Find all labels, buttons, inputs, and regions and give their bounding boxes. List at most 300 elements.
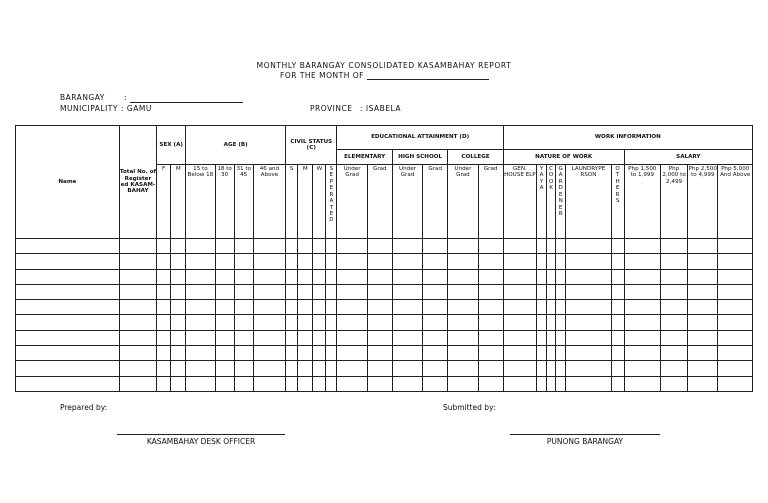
- table-cell[interactable]: [392, 300, 422, 315]
- table-cell[interactable]: [611, 284, 624, 299]
- table-cell[interactable]: [298, 330, 313, 345]
- table-cell[interactable]: [392, 361, 422, 376]
- table-cell[interactable]: [253, 239, 285, 254]
- work-laundry: [566, 165, 611, 239]
- table-cell[interactable]: [157, 269, 171, 284]
- table-cell[interactable]: [423, 284, 448, 299]
- table-cell[interactable]: [448, 361, 478, 376]
- table-cell[interactable]: [688, 239, 718, 254]
- table-cell[interactable]: [171, 284, 186, 299]
- table-cell[interactable]: [718, 284, 753, 299]
- table-cell[interactable]: [660, 361, 687, 376]
- table-cell[interactable]: [16, 376, 120, 391]
- table-cell[interactable]: [119, 361, 156, 376]
- table-cell[interactable]: [718, 376, 753, 391]
- table-cell[interactable]: [157, 346, 171, 361]
- table-cell[interactable]: [718, 361, 753, 376]
- table-cell[interactable]: [253, 300, 285, 315]
- table-cell[interactable]: [566, 239, 611, 254]
- table-cell[interactable]: [171, 361, 186, 376]
- table-cell[interactable]: [215, 254, 234, 269]
- table-cell[interactable]: [660, 315, 687, 330]
- col-high-school: HIGH SCHOOL: [392, 150, 447, 165]
- table-cell[interactable]: [503, 254, 536, 269]
- table-cell[interactable]: [171, 315, 186, 330]
- table-cell[interactable]: [157, 330, 171, 345]
- table-cell[interactable]: [566, 284, 611, 299]
- table-cell[interactable]: [119, 269, 156, 284]
- table-cell[interactable]: [313, 284, 326, 299]
- table-cell[interactable]: [326, 269, 337, 284]
- table-cell[interactable]: [16, 284, 120, 299]
- table-cell[interactable]: [392, 346, 422, 361]
- table-cell[interactable]: [503, 284, 536, 299]
- table-cell[interactable]: [186, 346, 215, 361]
- table-cell[interactable]: [186, 284, 215, 299]
- table-cell[interactable]: [660, 300, 687, 315]
- table-cell[interactable]: [215, 284, 234, 299]
- table-cell[interactable]: [16, 254, 120, 269]
- table-cell[interactable]: [688, 254, 718, 269]
- table-cell[interactable]: [611, 376, 624, 391]
- table-cell[interactable]: [611, 239, 624, 254]
- table-cell[interactable]: [547, 254, 556, 269]
- table-cell[interactable]: [367, 254, 392, 269]
- table-cell[interactable]: [624, 346, 660, 361]
- table-cell[interactable]: [392, 269, 422, 284]
- table-cell[interactable]: [119, 330, 156, 345]
- table-cell[interactable]: [556, 346, 566, 361]
- table-cell[interactable]: [503, 315, 536, 330]
- table-cell[interactable]: [313, 315, 326, 330]
- table-cell[interactable]: [478, 330, 503, 345]
- table-cell[interactable]: [448, 376, 478, 391]
- table-cell[interactable]: [326, 346, 337, 361]
- table-cell[interactable]: [556, 315, 566, 330]
- table-cell[interactable]: [660, 376, 687, 391]
- table-cell[interactable]: [448, 269, 478, 284]
- table-cell[interactable]: [478, 300, 503, 315]
- table-cell[interactable]: [298, 254, 313, 269]
- table-cell[interactable]: [286, 269, 298, 284]
- table-cell[interactable]: [234, 239, 253, 254]
- table-cell[interactable]: [688, 269, 718, 284]
- table-cell[interactable]: [253, 315, 285, 330]
- salary-5000: Php 5,000 And Above: [718, 165, 753, 239]
- table-cell[interactable]: [718, 300, 753, 315]
- table-cell[interactable]: [611, 254, 624, 269]
- table-cell[interactable]: [660, 239, 687, 254]
- barangay-field[interactable]: [130, 93, 243, 103]
- table-cell[interactable]: [119, 254, 156, 269]
- table-cell[interactable]: [253, 284, 285, 299]
- table-cell[interactable]: [313, 239, 326, 254]
- table-cell[interactable]: [537, 254, 547, 269]
- table-cell[interactable]: [215, 315, 234, 330]
- table-cell[interactable]: [718, 330, 753, 345]
- table-cell[interactable]: [556, 330, 566, 345]
- salary-2500: Php 2,500 to 4,999: [688, 165, 718, 239]
- table-cell[interactable]: [186, 376, 215, 391]
- col-college: COLLEGE: [448, 150, 503, 165]
- table-cell[interactable]: [478, 376, 503, 391]
- table-cell[interactable]: [171, 376, 186, 391]
- table-cell[interactable]: [537, 330, 547, 345]
- table-cell[interactable]: [186, 300, 215, 315]
- table-cell[interactable]: [253, 330, 285, 345]
- table-cell[interactable]: [313, 330, 326, 345]
- table-cell[interactable]: [448, 284, 478, 299]
- table-cell[interactable]: [448, 300, 478, 315]
- table-cell[interactable]: [537, 376, 547, 391]
- table-cell[interactable]: [547, 315, 556, 330]
- table-cell[interactable]: [326, 254, 337, 269]
- table-cell[interactable]: [611, 300, 624, 315]
- table-cell[interactable]: [547, 330, 556, 345]
- table-cell[interactable]: [298, 269, 313, 284]
- table-cell[interactable]: [16, 346, 120, 361]
- table-cell[interactable]: [157, 315, 171, 330]
- table-cell[interactable]: [688, 284, 718, 299]
- table-cell[interactable]: [298, 346, 313, 361]
- table-cell[interactable]: [313, 346, 326, 361]
- table-cell[interactable]: [660, 254, 687, 269]
- col-civil-status: CIVIL STATUS (C): [286, 126, 337, 165]
- table-cell[interactable]: [448, 239, 478, 254]
- table-cell[interactable]: [392, 254, 422, 269]
- table-cell[interactable]: [503, 330, 536, 345]
- table-cell[interactable]: [119, 239, 156, 254]
- table-cell[interactable]: [423, 315, 448, 330]
- table-cell[interactable]: [718, 346, 753, 361]
- table-cell[interactable]: [566, 269, 611, 284]
- table-cell[interactable]: [253, 361, 285, 376]
- table-cell[interactable]: [478, 269, 503, 284]
- table-cell[interactable]: [171, 269, 186, 284]
- table-cell[interactable]: [298, 300, 313, 315]
- table-cell[interactable]: [660, 346, 687, 361]
- table-cell[interactable]: [313, 300, 326, 315]
- table-cell[interactable]: [157, 361, 171, 376]
- table-cell[interactable]: [547, 269, 556, 284]
- col-age: AGE (B): [186, 126, 286, 165]
- table-cell[interactable]: [16, 239, 120, 254]
- table-cell[interactable]: [566, 330, 611, 345]
- table-cell[interactable]: [171, 254, 186, 269]
- table-cell[interactable]: [215, 376, 234, 391]
- table-cell[interactable]: [171, 239, 186, 254]
- table-cell[interactable]: [337, 330, 367, 345]
- table-cell[interactable]: [234, 269, 253, 284]
- work-yaya: [537, 165, 547, 239]
- table-cell[interactable]: [215, 269, 234, 284]
- table-cell[interactable]: [171, 330, 186, 345]
- table-cell[interactable]: [423, 254, 448, 269]
- table-cell[interactable]: [119, 284, 156, 299]
- table-cell[interactable]: [537, 346, 547, 361]
- table-cell[interactable]: [537, 239, 547, 254]
- table-cell[interactable]: [234, 284, 253, 299]
- table-cell[interactable]: [326, 330, 337, 345]
- table-cell[interactable]: [286, 300, 298, 315]
- table-cell[interactable]: [547, 239, 556, 254]
- table-cell[interactable]: [286, 315, 298, 330]
- table-cell[interactable]: [478, 254, 503, 269]
- table-cell[interactable]: [171, 300, 186, 315]
- table-cell[interactable]: [16, 315, 120, 330]
- table-cell[interactable]: [423, 300, 448, 315]
- table-cell[interactable]: [478, 239, 503, 254]
- table-cell[interactable]: [566, 346, 611, 361]
- table-cell[interactable]: [718, 254, 753, 269]
- table-cell[interactable]: [660, 284, 687, 299]
- table-cell[interactable]: [253, 346, 285, 361]
- table-cell[interactable]: [326, 284, 337, 299]
- table-cell[interactable]: [556, 269, 566, 284]
- table-row: [16, 239, 753, 254]
- col-name: Name: [16, 126, 120, 239]
- table-cell[interactable]: [367, 269, 392, 284]
- table-cell[interactable]: [624, 361, 660, 376]
- table-cell[interactable]: [298, 361, 313, 376]
- table-cell[interactable]: [718, 239, 753, 254]
- month-field[interactable]: [367, 71, 489, 80]
- officer-signature-line[interactable]: [117, 434, 285, 435]
- table-cell[interactable]: [367, 330, 392, 345]
- table-cell[interactable]: [448, 346, 478, 361]
- table-cell[interactable]: [423, 330, 448, 345]
- table-cell[interactable]: [367, 315, 392, 330]
- table-cell[interactable]: [215, 300, 234, 315]
- table-cell[interactable]: [624, 284, 660, 299]
- table-cell[interactable]: [423, 376, 448, 391]
- table-cell[interactable]: [556, 239, 566, 254]
- table-cell[interactable]: [215, 239, 234, 254]
- table-cell[interactable]: [234, 376, 253, 391]
- table-cell[interactable]: [688, 330, 718, 345]
- table-cell[interactable]: [624, 376, 660, 391]
- table-cell[interactable]: [392, 330, 422, 345]
- table-cell[interactable]: [611, 269, 624, 284]
- table-cell[interactable]: [157, 284, 171, 299]
- table-cell[interactable]: [337, 239, 367, 254]
- table-cell[interactable]: [547, 284, 556, 299]
- table-cell[interactable]: [611, 315, 624, 330]
- submitted-by-label: Submitted by:: [443, 403, 496, 412]
- table-cell[interactable]: [503, 376, 536, 391]
- table-cell[interactable]: [298, 284, 313, 299]
- table-cell[interactable]: [566, 300, 611, 315]
- table-cell[interactable]: [337, 361, 367, 376]
- table-cell[interactable]: [503, 361, 536, 376]
- table-cell[interactable]: [186, 239, 215, 254]
- table-cell[interactable]: [186, 330, 215, 345]
- table-cell[interactable]: [367, 376, 392, 391]
- cs-married: M: [298, 165, 313, 239]
- table-cell[interactable]: [234, 254, 253, 269]
- table-cell[interactable]: [503, 239, 536, 254]
- table-cell[interactable]: [611, 361, 624, 376]
- table-cell[interactable]: [298, 315, 313, 330]
- table-cell[interactable]: [157, 239, 171, 254]
- table-cell[interactable]: [478, 346, 503, 361]
- table-cell[interactable]: [556, 300, 566, 315]
- table-cell[interactable]: [566, 361, 611, 376]
- table-cell[interactable]: [298, 376, 313, 391]
- table-cell[interactable]: [286, 376, 298, 391]
- table-cell[interactable]: [688, 300, 718, 315]
- table-cell[interactable]: [624, 315, 660, 330]
- table-cell[interactable]: [326, 315, 337, 330]
- table-cell[interactable]: [367, 284, 392, 299]
- table-cell[interactable]: [718, 269, 753, 284]
- table-cell[interactable]: [556, 361, 566, 376]
- table-cell[interactable]: [537, 300, 547, 315]
- table-cell[interactable]: [556, 376, 566, 391]
- table-cell[interactable]: [186, 315, 215, 330]
- table-cell[interactable]: [337, 315, 367, 330]
- table-cell[interactable]: [503, 269, 536, 284]
- table-cell[interactable]: [448, 315, 478, 330]
- table-cell[interactable]: [119, 376, 156, 391]
- table-cell[interactable]: [337, 300, 367, 315]
- table-cell[interactable]: [556, 254, 566, 269]
- table-cell[interactable]: [392, 284, 422, 299]
- table-cell[interactable]: [326, 300, 337, 315]
- table-cell[interactable]: [119, 315, 156, 330]
- table-cell[interactable]: [215, 330, 234, 345]
- table-cell[interactable]: [186, 269, 215, 284]
- table-cell[interactable]: [157, 376, 171, 391]
- table-cell[interactable]: [367, 300, 392, 315]
- table-cell[interactable]: [16, 300, 120, 315]
- table-cell[interactable]: [16, 269, 120, 284]
- table-cell[interactable]: [503, 300, 536, 315]
- table-cell[interactable]: [448, 330, 478, 345]
- table-cell[interactable]: [423, 346, 448, 361]
- table-cell[interactable]: [624, 330, 660, 345]
- table-cell[interactable]: [286, 361, 298, 376]
- table-row: [16, 376, 753, 391]
- table-cell[interactable]: [157, 300, 171, 315]
- table-cell[interactable]: [537, 361, 547, 376]
- table-cell[interactable]: [537, 269, 547, 284]
- table-cell[interactable]: [186, 254, 215, 269]
- table-cell[interactable]: [253, 269, 285, 284]
- report-title: MONTHLY BARANGAY CONSOLIDATED KASAMBAHAY REPORT: [256, 61, 512, 70]
- table-cell[interactable]: [537, 315, 547, 330]
- table-cell[interactable]: [119, 346, 156, 361]
- table-cell[interactable]: [234, 346, 253, 361]
- table-cell[interactable]: [215, 361, 234, 376]
- table-cell[interactable]: [337, 284, 367, 299]
- table-cell[interactable]: [367, 239, 392, 254]
- table-cell[interactable]: [313, 376, 326, 391]
- table-cell[interactable]: [286, 254, 298, 269]
- table-cell[interactable]: [16, 330, 120, 345]
- table-cell[interactable]: [688, 346, 718, 361]
- table-cell[interactable]: [367, 346, 392, 361]
- table-cell[interactable]: [286, 284, 298, 299]
- table-cell[interactable]: [234, 330, 253, 345]
- table-cell[interactable]: [157, 254, 171, 269]
- table-cell[interactable]: [215, 346, 234, 361]
- table-cell[interactable]: [448, 254, 478, 269]
- table-cell[interactable]: [611, 346, 624, 361]
- table-cell[interactable]: [313, 361, 326, 376]
- table-cell[interactable]: [253, 376, 285, 391]
- table-cell[interactable]: [718, 315, 753, 330]
- table-cell[interactable]: [392, 376, 422, 391]
- table-cell[interactable]: [660, 269, 687, 284]
- table-cell[interactable]: [566, 376, 611, 391]
- table-cell[interactable]: [537, 284, 547, 299]
- table-cell[interactable]: [423, 239, 448, 254]
- table-cell[interactable]: [119, 300, 156, 315]
- table-cell[interactable]: [253, 254, 285, 269]
- table-cell[interactable]: [611, 330, 624, 345]
- table-cell[interactable]: [286, 330, 298, 345]
- table-cell[interactable]: [337, 254, 367, 269]
- table-cell[interactable]: [688, 361, 718, 376]
- table-cell[interactable]: [423, 269, 448, 284]
- table-cell[interactable]: [478, 361, 503, 376]
- punong-signature-line[interactable]: [510, 434, 660, 435]
- table-cell[interactable]: [624, 254, 660, 269]
- table-cell[interactable]: [326, 239, 337, 254]
- table-cell[interactable]: [286, 239, 298, 254]
- table-cell[interactable]: [423, 361, 448, 376]
- table-cell[interactable]: [503, 346, 536, 361]
- table-cell[interactable]: [478, 284, 503, 299]
- table-cell[interactable]: [478, 315, 503, 330]
- table-cell[interactable]: [337, 269, 367, 284]
- table-cell[interactable]: [547, 361, 556, 376]
- table-cell[interactable]: [298, 239, 313, 254]
- table-cell[interactable]: [313, 254, 326, 269]
- table-cell[interactable]: [337, 376, 367, 391]
- table-cell[interactable]: [186, 361, 215, 376]
- table-cell[interactable]: [547, 376, 556, 391]
- table-cell[interactable]: [234, 361, 253, 376]
- table-cell[interactable]: [392, 239, 422, 254]
- table-cell[interactable]: [326, 376, 337, 391]
- table-cell[interactable]: [326, 361, 337, 376]
- table-cell[interactable]: [234, 315, 253, 330]
- table-cell[interactable]: [556, 284, 566, 299]
- table-row: [16, 346, 753, 361]
- table-cell[interactable]: [171, 346, 186, 361]
- table-cell[interactable]: [337, 346, 367, 361]
- table-cell[interactable]: [547, 300, 556, 315]
- table-cell[interactable]: [566, 254, 611, 269]
- table-cell[interactable]: [624, 300, 660, 315]
- table-cell[interactable]: [566, 315, 611, 330]
- table-cell[interactable]: [286, 346, 298, 361]
- table-cell[interactable]: [688, 376, 718, 391]
- table-cell[interactable]: [234, 300, 253, 315]
- table-cell[interactable]: [688, 315, 718, 330]
- table-cell[interactable]: [660, 330, 687, 345]
- table-cell[interactable]: [392, 315, 422, 330]
- age-15-18: 15 to Below 18: [186, 165, 215, 239]
- table-cell[interactable]: [624, 269, 660, 284]
- table-cell[interactable]: [16, 361, 120, 376]
- table-cell[interactable]: [367, 361, 392, 376]
- table-cell[interactable]: [547, 346, 556, 361]
- table-cell[interactable]: [313, 269, 326, 284]
- table-cell[interactable]: [624, 239, 660, 254]
